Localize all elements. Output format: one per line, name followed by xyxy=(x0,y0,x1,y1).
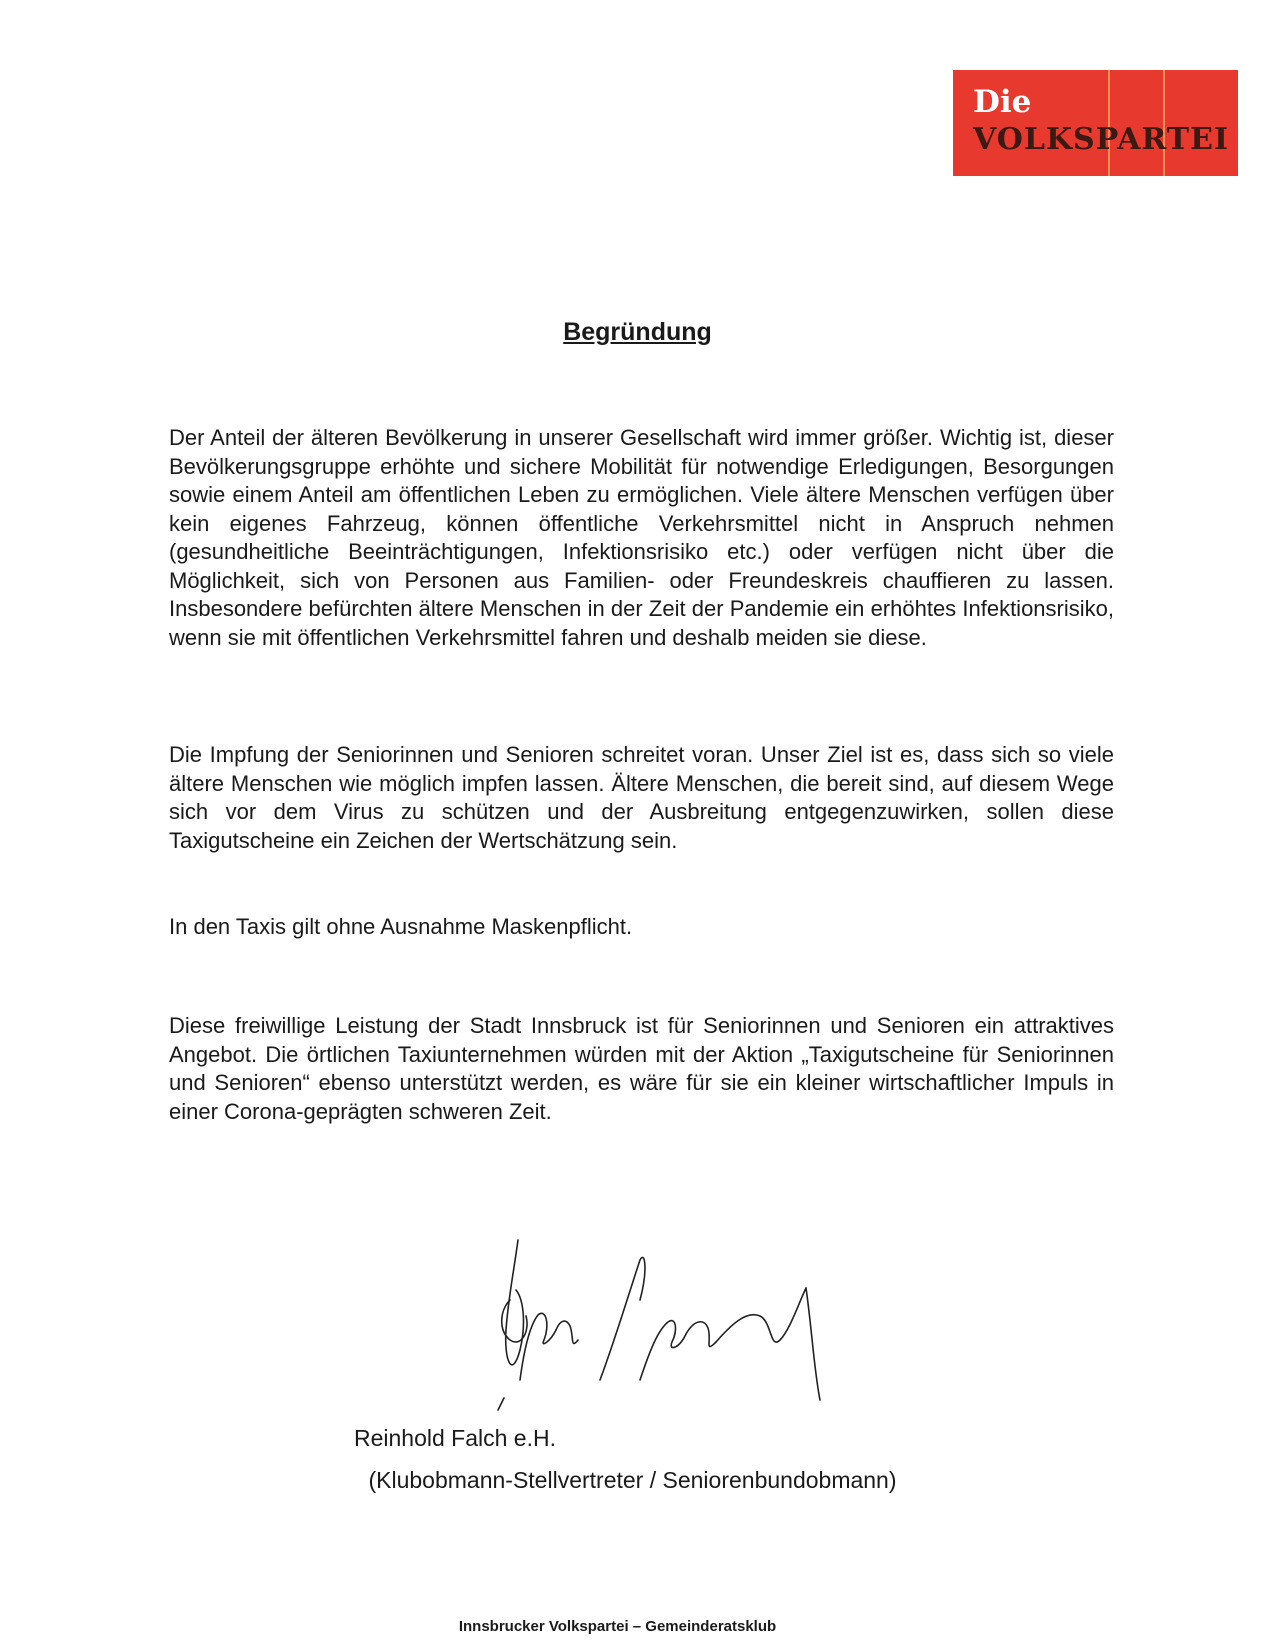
logo-text-volkspartei: VOLKSPARTEI xyxy=(973,122,1229,157)
document-heading: Begründung xyxy=(563,318,712,346)
signatory-role-text: (Klubobmann-Stellvertreter / Seniorenbundobmann) xyxy=(368,1467,897,1493)
footer-text: Innsbrucker Volkspartei – Gemeinderatsklub xyxy=(458,1618,777,1635)
paragraph-1: Der Anteil der älteren Bevölkerung in unserer Gesellschaft wird immer größer. Wichtig ist, dieser Bevölkerungsgruppe erhöhte und sichere Mobilität für notwendige Erledigungen, Besorgungen sowie einem Anteil am öffentlichen Leben zu ermöglichen. Viele ältere Menschen verfügen über kein eigenes Fahrzeug, können öffentliche Verkehrsmittel nicht in Anspruch nehmen (gesundheitliche Beeinträchtigungen, Infektionsrisiko etc.) oder verfügen nicht über die Möglichkeit, sich von Personen aus Familien- oder Freundeskreis chauffieren zu lassen. Insbesondere befürchten ältere Menschen in der Zeit der Pandemie ein erhöhtes Infektionsrisiko, wenn sie mit öffentlichen Verkehrsmittel fahren und deshalb meiden sie diese. xyxy=(169,425,1114,650)
signatory-name xyxy=(0,1425,1275,1452)
paragraph-3: In den Taxis gilt ohne Ausnahme Maskenpflicht. xyxy=(169,914,633,939)
logo-text-die: Die xyxy=(973,84,1032,120)
signatory-name-text: Reinhold Falch e.H. xyxy=(354,1425,556,1451)
signatory-role xyxy=(0,1467,1275,1494)
handwritten-signature xyxy=(490,1230,890,1420)
paragraph-4: Diese freiwillige Leistung der Stadt Innsbruck ist für Seniorinnen und Senioren ein attraktives Angebot. Die örtlichen Taxiunternehmen würden mit der Aktion „Taxigutscheine für Seniorinnen und Senioren“ ebenso unterstützt werden, es wäre für sie ein kleiner wirtschaftlicher Impuls in einer Corona-geprägten schweren Zeit. xyxy=(169,1013,1114,1124)
party-logo xyxy=(953,70,1238,176)
page-footer xyxy=(0,1618,1275,1635)
paragraph-2: Die Impfung der Seniorinnen und Senioren schreitet voran. Unser Ziel ist es, dass sich so viele ältere Menschen wie möglich impfen lassen. Ältere Menschen, die bereit sind, auf diesem Wege sich vor dem Virus zu schützen und der Ausbreitung entgegenzuwirken, sollen diese Taxigutscheine ein Zeichen der Wertschätzung sein. xyxy=(169,742,1114,853)
